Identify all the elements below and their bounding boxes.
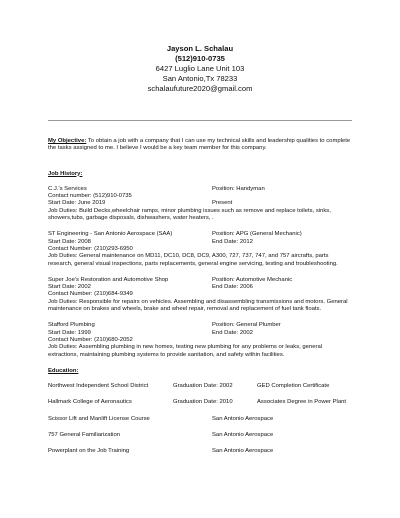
resume-header [0, 44, 400, 94]
address-line-2: San Antonio,Tx 78233 [162, 74, 238, 83]
job-duties: Job Duties: Assembling plumbing in new homes, testing new plumbing for any problems or leaks, general extractions, maintaining plumbing systems to provide sanitation, and safety within facilities. [48, 344, 323, 358]
degree: GED Completion Certificate [257, 383, 330, 390]
job-entry [48, 277, 352, 313]
school-name: Hallmark College of Aeronautics [48, 399, 132, 406]
certification-name: Scissor Lift and Manlift License Course [48, 415, 150, 422]
certification-name: 757 General Familiarization [48, 432, 121, 439]
certification-entry [48, 432, 352, 439]
job-employer: ST Engineering - San Antonio Aerospace (SAA) [48, 231, 173, 238]
job-end-date: End Date: 2012 [212, 238, 253, 245]
objective-label: My Objective: [48, 138, 87, 144]
job-end-date: End Date: 2002 [212, 329, 253, 336]
job-position: Position: General Plumber [212, 322, 281, 329]
job-contact: Contact number: (512)910-0735 [48, 193, 132, 200]
job-contact: Contact Number: (210)684-9349 [48, 291, 133, 298]
job-start-date: Start Date: 2008 [48, 238, 91, 245]
degree: Associates Degree in Power Plant [257, 399, 347, 406]
education-title: Education: [48, 367, 79, 374]
job-entry [48, 186, 352, 222]
certification-name: Powerplant on the Job Training [48, 448, 130, 455]
objective-section [48, 138, 352, 153]
job-position: Position: APG (General Mechanic) [212, 231, 302, 238]
job-start-date: Start Date: 1999 [48, 329, 91, 336]
school-name: Northwest Independent School District [48, 383, 149, 390]
certification-entry [48, 448, 352, 455]
job-contact: Contact Number: (210)293-6950 [48, 245, 133, 252]
job-end-date: Present [212, 200, 233, 207]
certification-entry [48, 416, 352, 423]
job-start-date: Start Date: June 2019 [48, 200, 106, 207]
certification-org: San Antonio Aerospace [212, 448, 274, 455]
address-line-1: 6427 Luglio Lane Unit 103 [155, 64, 245, 73]
job-contact: Contact Number: (210)680-2052 [48, 336, 133, 343]
job-duties: Job Duties: Build Decks,wheelchair ramps, minor plumbing issues such as remove and replace toilets, sinks, showers,tubs, garbage disposals, dishwashers, water heaters, . [48, 207, 331, 222]
job-duties: Job Duties: Responsible for repairs on vehicles. Assembling and disassembling transmissions and motors. General maintenance on brakes and wheels, brake and wheel repair, removal and replacement of fuel tank floats. [48, 298, 348, 313]
objective-text: To obtain a job with a company that I can use my technical skills and leadership qualities to complete the tasks assigned to me. I believe I would be a key team member for this company. [48, 138, 351, 152]
job-position: Position: Automotive Mechanic [212, 276, 293, 283]
header-divider [48, 120, 352, 121]
certification-org: San Antonio Aerospace [212, 432, 274, 439]
job-duties: Job Duties: General maintenance on MD11, DC10, DC8, DC9, A300, 727, 737, 747, and 757 aircrafts, parts research, general visual inspections, parts replacements, general engine servicing, testing and troubleshooting. [48, 253, 338, 267]
job-end-date: End Date: 2006 [212, 284, 253, 291]
job-employer: C.J.'s Services [48, 185, 87, 192]
job-start-date: Start Date: 2002 [48, 284, 91, 291]
applicant-phone: (512)910-0735 [175, 54, 225, 63]
job-employer: Super Joe's Restoration and Automotive Shop [48, 276, 169, 283]
job-position: Position: Handyman [212, 185, 265, 192]
applicant-name: Jayson L. Schalau [166, 44, 234, 53]
resume-body [48, 138, 352, 465]
graduation-date: Graduation Date: 2010 [173, 399, 233, 406]
graduation-date: Graduation Date: 2002 [173, 383, 233, 390]
certification-org: San Antonio Aerospace [212, 415, 274, 422]
education-entry [48, 383, 352, 390]
applicant-email: schalaufuture2020@gmail.com [147, 84, 253, 93]
job-entry [48, 322, 352, 358]
job-entry [48, 231, 352, 267]
job-history-title: Job History: [48, 170, 83, 177]
job-employer: Stafford Plumbing [48, 322, 95, 329]
education-entry [48, 399, 352, 406]
